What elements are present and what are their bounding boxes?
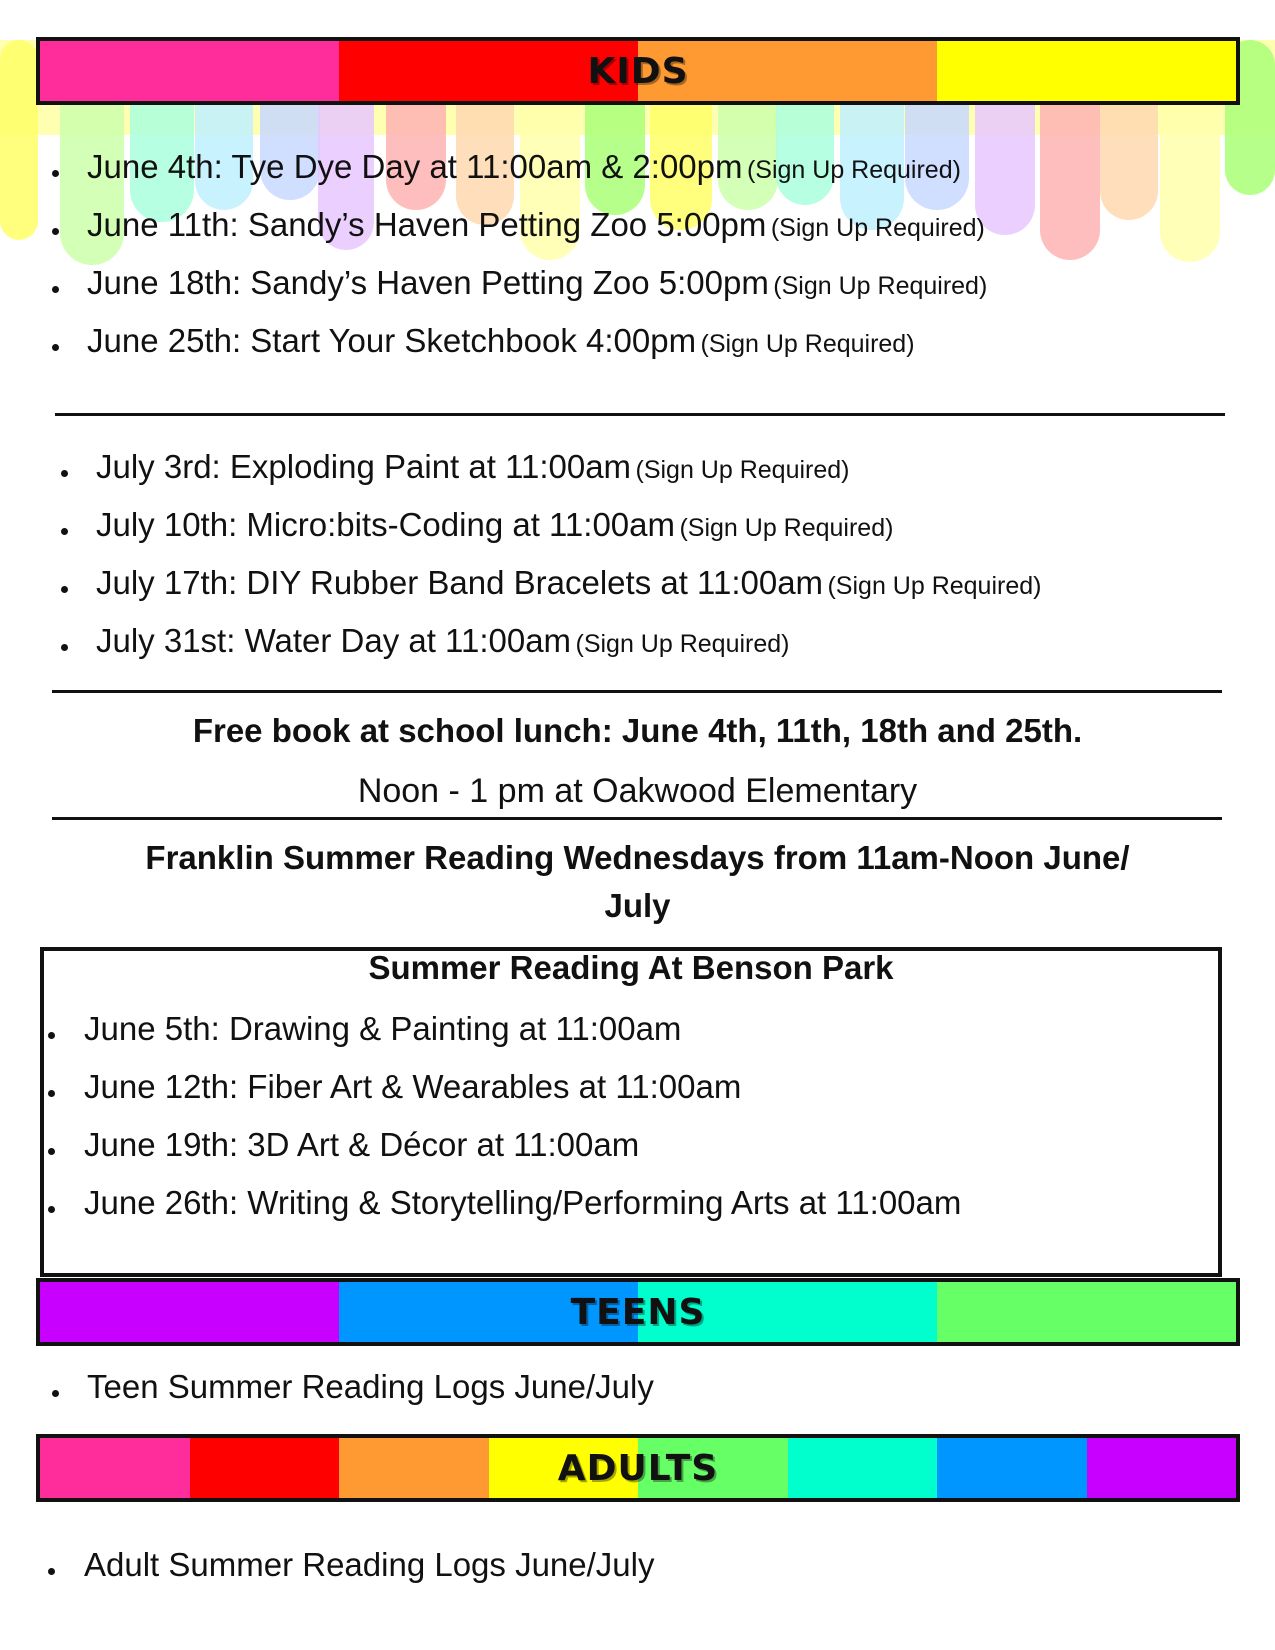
event-text: July 31st: Water Day at 11:00am [96, 622, 572, 659]
teens-banner [36, 1278, 1240, 1346]
adults-banner [36, 1434, 1240, 1502]
event-text: June 25th: Start Your Sketchbook 4:00pm [87, 322, 697, 359]
list-item [0, 205, 1275, 263]
event-text: June 19th: 3D Art & Décor at 11:00am [84, 1126, 640, 1163]
event-text: June 12th: Fiber Art & Wearables at 11:00am [84, 1068, 742, 1105]
sign-up-note: (Sign Up Required) [700, 330, 915, 358]
benson-park-events [0, 1009, 1275, 1241]
sign-up-note: (Sign Up Required) [773, 272, 988, 300]
section-divider [52, 690, 1222, 693]
kids-banner [36, 37, 1240, 105]
teens-title: TEENS [570, 1291, 706, 1333]
teen-item-text: Teen Summer Reading Logs June/July [87, 1368, 654, 1405]
list-item [0, 1067, 1275, 1125]
event-text: June 26th: Writing & Storytelling/Performing Arts at 11:00am [84, 1184, 962, 1221]
event-text: June 18th: Sandy’s Haven Petting Zoo 5:00pm [87, 264, 769, 301]
event-text: June 11th: Sandy’s Haven Petting Zoo 5:00pm [87, 206, 767, 243]
kids-july-events [0, 447, 1275, 679]
sign-up-note: (Sign Up Required) [770, 214, 985, 242]
sign-up-note: (Sign Up Required) [746, 156, 961, 184]
free-book-detail: Noon - 1 pm at Oakwood Elementary [357, 772, 918, 810]
free-book-headline: Free book at school lunch: June 4th, 11th, 18th and 25th. [192, 712, 1083, 749]
adults-items [0, 1545, 1275, 1603]
event-text: July 17th: DIY Rubber Band Bracelets at 11:00am [96, 564, 824, 601]
teens-items [0, 1367, 1275, 1425]
list-item [0, 563, 1275, 621]
section-divider [55, 413, 1225, 416]
list-item [0, 447, 1275, 505]
franklin-line-2: July [604, 887, 671, 924]
list-item [0, 1009, 1275, 1067]
list-item [0, 1545, 1275, 1603]
adults-title: ADULTS [557, 1447, 719, 1489]
list-item [0, 147, 1275, 205]
sign-up-note: (Sign Up Required) [679, 514, 894, 542]
list-item [0, 263, 1275, 321]
event-text: July 10th: Micro:bits-Coding at 11:00am [96, 506, 675, 543]
section-divider [52, 817, 1222, 820]
list-item [0, 321, 1275, 379]
sign-up-note: (Sign Up Required) [827, 572, 1042, 600]
event-text: June 4th: Tye Dye Day at 11:00am & 2:00pm [87, 148, 743, 185]
list-item [0, 1183, 1275, 1241]
list-item [0, 621, 1275, 679]
kids-june-events [0, 147, 1275, 379]
sign-up-note: (Sign Up Required) [575, 630, 790, 658]
benson-park-title: Summer Reading At Benson Park [368, 949, 894, 986]
list-item [0, 1367, 1275, 1425]
franklin-line-1: Franklin Summer Reading Wednesdays from 11am-Noon June/ [145, 839, 1130, 876]
sign-up-note: (Sign Up Required) [635, 456, 850, 484]
event-text: June 5th: Drawing & Painting at 11:00am [84, 1010, 682, 1047]
kids-title: KIDS [587, 50, 689, 92]
event-text: July 3rd: Exploding Paint at 11:00am [96, 448, 632, 485]
list-item [0, 505, 1275, 563]
adult-item-text: Adult Summer Reading Logs June/July [84, 1546, 655, 1583]
list-item [0, 1125, 1275, 1183]
franklin-reading [40, 834, 1235, 930]
